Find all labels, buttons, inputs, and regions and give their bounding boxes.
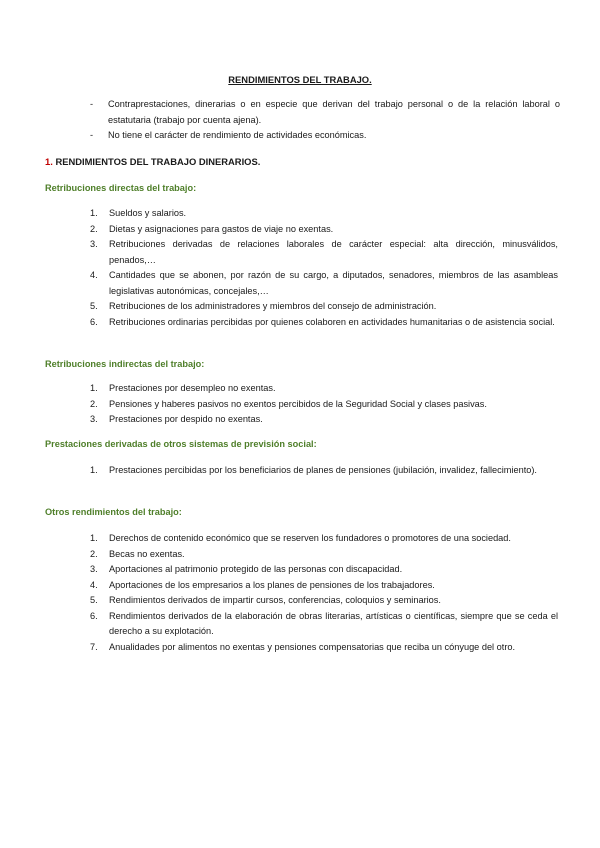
subheading-prevision: Prestaciones derivadas de otros sistemas de previsión social: — [45, 439, 317, 449]
subheading-indirectas: Retribuciones indirectas del trabajo: — [45, 359, 205, 369]
section-number: 1. — [45, 156, 53, 167]
subheading-otros: Otros rendimientos del trabajo: — [45, 507, 182, 517]
list-item: 1. Sueldos y salarios. — [90, 208, 187, 218]
intro-item: - No tiene el carácter de rendimiento de actividades económicas. — [90, 130, 367, 140]
intro-item-text: Contraprestaciones, dinerarias o en especie que derivan del trabajo personal o de la relación laboral o estatutaria (trabajo por cuenta ajena). — [108, 99, 560, 125]
section-title: RENDIMIENTOS DEL TRABAJO DINERARIOS. — [55, 156, 261, 167]
intro-list — [90, 97, 560, 144]
list-indirectas — [90, 381, 558, 428]
section-heading — [45, 154, 260, 170]
list-item: 3. Prestaciones por despido no exentas. — [90, 414, 263, 424]
list-item: 2. Dietas y asignaciones para gastos de viaje no exentas. — [90, 223, 334, 234]
list-item: 1. Prestaciones por desempleo no exentas. — [90, 383, 276, 393]
list-item: 7. Anualidades por alimentos no exentas y pensiones compensatorias que reciba un cónyuge del otro. — [90, 641, 516, 652]
page-title: RENDIMIENTOS DEL TRABAJO. — [228, 74, 372, 85]
list-item: 2. Pensiones y haberes pasivos no exentos percibidos de la Seguridad Social y clases pasivas. — [90, 398, 487, 409]
list-item: 2. Becas no exentas. — [90, 548, 185, 559]
list-item: 6. Retribuciones ordinarias percibidas por quienes colaboren en actividades humanitarias o de asistencia social. — [90, 316, 555, 327]
list-prevision — [90, 463, 558, 479]
list-item: 3. Aportaciones al patrimonio protegido de las personas con discapacidad. — [90, 564, 403, 574]
list-item: 6. Rendimientos derivados de la elaboración de obras literarias, artísticas o científicas, siempre que se ceda el derecho a su explotación. — [90, 610, 558, 636]
list-item: 4. Cantidades que se abonen, por razón de su cargo, a diputados, senadores, miembros de las asambleas legislativas autonómicas, concejales,… — [90, 270, 558, 296]
subheading-directas: Retribuciones directas del trabajo: — [45, 183, 197, 193]
list-item: 4. Aportaciones de los empresarios a los planes de pensiones de los trabajadores. — [90, 579, 435, 590]
list-directas — [90, 206, 558, 330]
list-item: 5. Rendimientos derivados de impartir cursos, conferencias, coloquios y seminarios. — [90, 595, 441, 605]
list-item: 1. Prestaciones percibidas por los beneficiarios de planes de pensiones (jubilación, invalidez, fallecimiento). — [90, 465, 537, 475]
list-otros — [90, 531, 558, 655]
intro-item: - Contraprestaciones, dinerarias o en especie que derivan del trabajo personal o de la relación laboral o estatutaria (trabajo por cuenta ajena). — [90, 99, 560, 125]
intro-item-text: No tiene el carácter de rendimiento de actividades económicas. — [108, 130, 367, 140]
list-item: 3. Retribuciones derivadas de relaciones laborales de carácter especial: alta dirección, minusválidos, penados,… — [90, 239, 558, 265]
list-item: 1. Derechos de contenido económico que se reserven los fundadores o promotores de una sociedad. — [90, 533, 511, 543]
list-item: 5. Retribuciones de los administradores y miembros del consejo de administración. — [90, 301, 437, 311]
